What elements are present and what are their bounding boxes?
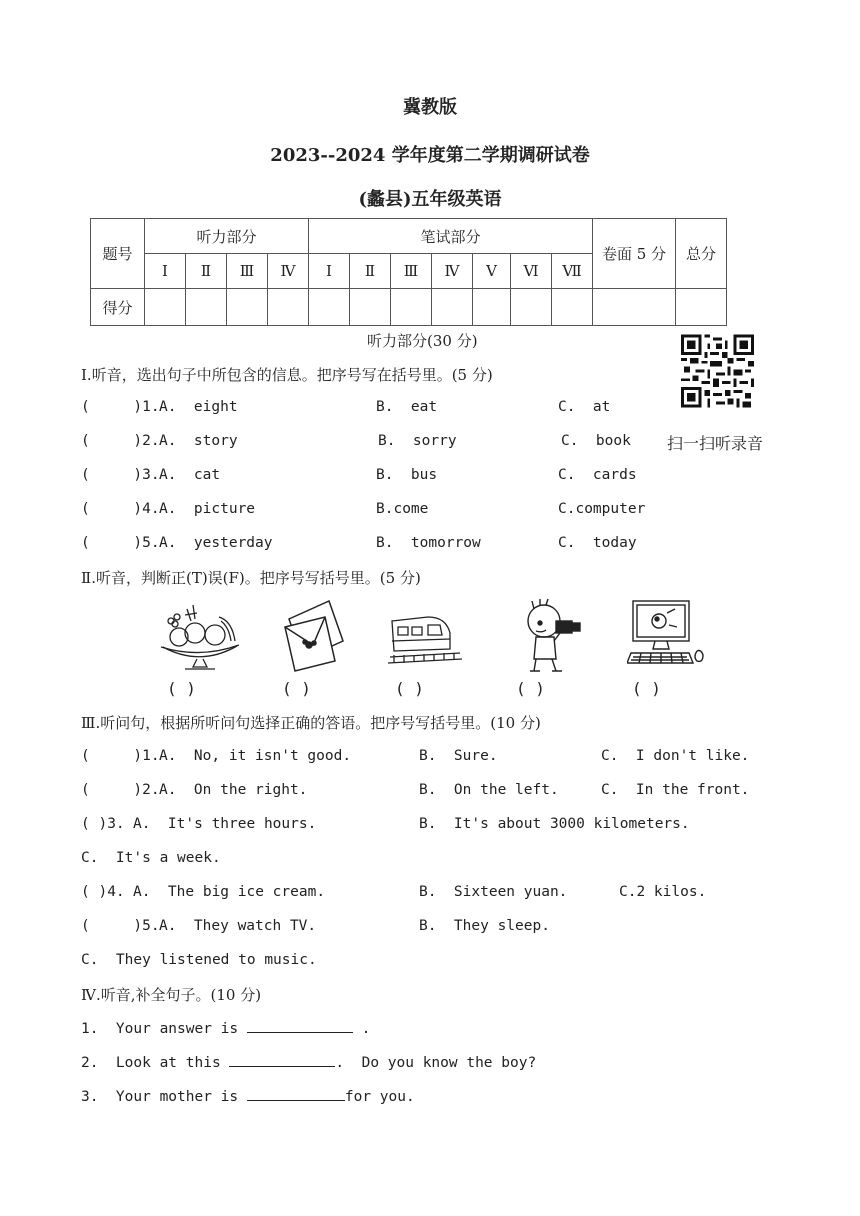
train-icon	[388, 597, 462, 675]
option-b: B. tomorrow	[376, 535, 481, 551]
listening-section-heading: 听力部分(30 分)	[367, 332, 478, 350]
option-b: B. eat	[376, 399, 438, 415]
score-cell[interactable]	[186, 289, 227, 326]
score-row-label: 得分	[91, 289, 145, 326]
score-cell[interactable]	[511, 289, 552, 326]
score-col-listening-2: Ⅱ	[186, 254, 227, 289]
qr-code-icon[interactable]	[681, 333, 754, 409]
score-cell[interactable]	[350, 289, 391, 326]
exam-term-title: 2023--2024 学年度第二学期调研试卷	[270, 145, 590, 166]
option-c: C. at	[558, 399, 611, 415]
part2-answer-1[interactable]: ( )	[167, 679, 196, 698]
score-cell[interactable]	[432, 289, 473, 326]
score-cell[interactable]	[268, 289, 309, 326]
fruit-bowl-icon	[157, 597, 243, 675]
part2-answer-4[interactable]: ( )	[516, 679, 545, 698]
part1-instruction: Ⅰ.听音，选出句子中所包含的信息。把序号写在括号里。(5 分)	[81, 366, 493, 384]
question-number[interactable]: ( )5.	[81, 535, 160, 551]
option-a: A. cat	[159, 467, 221, 483]
option-a: C. They listened to music.	[81, 952, 317, 968]
boy-camera-icon	[522, 597, 584, 675]
score-col-writing-2: Ⅱ	[350, 254, 391, 289]
score-header-total: 总分	[676, 219, 727, 289]
question-number[interactable]: ( )1.	[81, 748, 160, 764]
envelope-icon	[281, 597, 347, 675]
part2-instruction: Ⅱ.听音，判断正(T)误(F)。把序号写括号里。(5 分)	[81, 569, 421, 587]
option-b: B. On the left.	[419, 782, 559, 798]
option-a: A. story	[159, 433, 238, 449]
score-col-writing-6: Ⅵ	[511, 254, 552, 289]
sentence-text-before: 1. Your answer is	[81, 1021, 247, 1037]
score-cell[interactable]	[473, 289, 511, 326]
subject-title: (蠡县)五年级英语	[358, 189, 502, 210]
option-c: C. cards	[558, 467, 637, 483]
score-cell[interactable]	[552, 289, 593, 326]
question-number[interactable]: ( )1.	[81, 399, 160, 415]
option-b: B. Sixteen yuan.	[419, 884, 568, 900]
option-a: A. It's three hours.	[133, 816, 317, 832]
question-number[interactable]: ( )2.	[81, 782, 160, 798]
score-col-writing-4: Ⅳ	[432, 254, 473, 289]
option-b: B. It's about 3000 kilometers.	[419, 816, 690, 832]
sentence-text-before: 2. Look at this	[81, 1055, 230, 1071]
question-number[interactable]: ( )4.	[81, 884, 125, 900]
option-c: C. I don't like.	[601, 748, 750, 764]
option-c: C.computer	[558, 501, 646, 517]
score-col-writing-5: Ⅴ	[473, 254, 511, 289]
option-c: C. book	[561, 433, 631, 449]
option-b: B. Sure.	[419, 748, 498, 764]
part2-answer-3[interactable]: ( )	[395, 679, 424, 698]
option-a: A. picture	[159, 501, 256, 517]
score-cell[interactable]	[676, 289, 727, 326]
score-header-writing: 笔试部分	[309, 219, 593, 254]
option-a: A. yesterday	[159, 535, 273, 551]
score-table	[90, 218, 727, 326]
option-b: B. sorry	[378, 433, 457, 449]
score-col-writing-7: Ⅶ	[552, 254, 593, 289]
part4-sentence-3	[81, 1086, 415, 1105]
option-b: B. They sleep.	[419, 918, 550, 934]
computer-icon	[627, 597, 705, 675]
score-col-writing-1: Ⅰ	[309, 254, 350, 289]
option-c: C.2 kilos.	[619, 884, 707, 900]
question-number[interactable]: ( )2.	[81, 433, 160, 449]
part3-instruction: Ⅲ.听问句，根据所听问句选择正确的答语。把序号写括号里。(10 分)	[81, 714, 541, 732]
question-number[interactable]: ( )3.	[81, 816, 125, 832]
option-a: A. On the right.	[159, 782, 308, 798]
option-a: A. eight	[159, 399, 238, 415]
score-cell[interactable]	[145, 289, 186, 326]
score-col-listening-1: Ⅰ	[145, 254, 186, 289]
option-a: A. The big ice cream.	[133, 884, 326, 900]
score-cell[interactable]	[593, 289, 676, 326]
qr-caption: 扫一扫听录音	[667, 434, 764, 453]
option-b: B. bus	[376, 467, 438, 483]
option-a: A. They watch TV.	[159, 918, 317, 934]
part4-sentence-1	[81, 1018, 370, 1037]
score-cell[interactable]	[309, 289, 350, 326]
score-col-writing-3: Ⅲ	[391, 254, 432, 289]
option-c: C. today	[558, 535, 637, 551]
score-header-tihao: 题号	[91, 219, 145, 289]
option-c: C. In the front.	[601, 782, 750, 798]
answer-blank[interactable]	[229, 1052, 335, 1067]
score-header-neatness: 卷面 5 分	[593, 219, 676, 289]
question-number[interactable]: ( )4.	[81, 501, 160, 517]
score-cell[interactable]	[391, 289, 432, 326]
sentence-text-after: .	[352, 1021, 371, 1037]
score-cell[interactable]	[227, 289, 268, 326]
score-col-listening-4: Ⅳ	[268, 254, 309, 289]
publisher-title: 冀教版	[403, 97, 457, 118]
part2-answer-2[interactable]: ( )	[282, 679, 311, 698]
sentence-text-before: 3. Your mother is	[81, 1089, 247, 1105]
option-a: A. No, it isn't good.	[159, 748, 352, 764]
answer-blank[interactable]	[247, 1086, 345, 1101]
part2-answer-5[interactable]: ( )	[632, 679, 661, 698]
sentence-text-after: for you.	[344, 1089, 415, 1105]
score-col-listening-3: Ⅲ	[227, 254, 268, 289]
part4-instruction: Ⅳ.听音,补全句子。(10 分)	[81, 986, 262, 1004]
option-b: B.come	[376, 501, 429, 517]
question-number[interactable]: ( )5.	[81, 918, 160, 934]
answer-blank[interactable]	[247, 1018, 353, 1033]
part4-sentence-2	[81, 1052, 536, 1071]
sentence-text-after: . Do you know the boy?	[335, 1055, 537, 1071]
question-number[interactable]: ( )3.	[81, 467, 160, 483]
score-header-listening: 听力部分	[145, 219, 309, 254]
option-a: C. It's a week.	[81, 850, 221, 866]
